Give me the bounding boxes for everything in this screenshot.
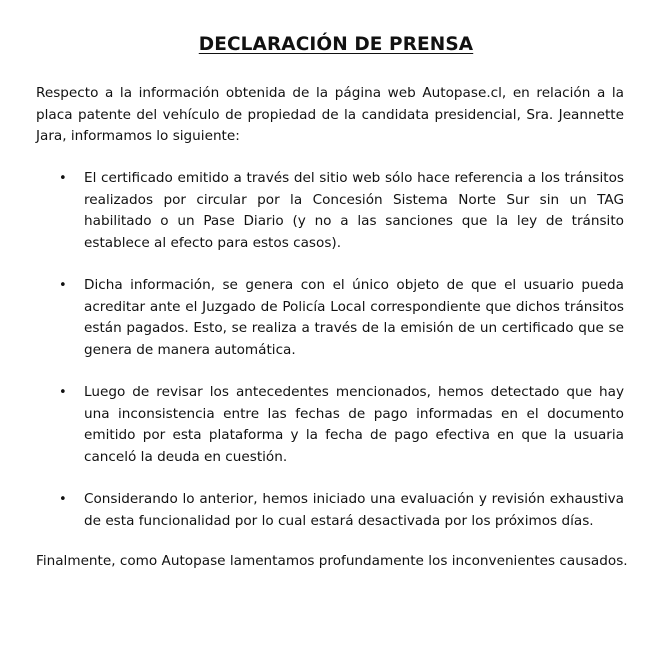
bullet-item — [59, 382, 624, 468]
bullet-text: Luego de revisar los antecedentes mencionados, hemos detectado que hay una inconsistencia entre las fechas de pago informadas en el documento emitido por esta plataforma y la fecha de pago efectiva en que la usuaria canceló la deuda en cuestión. — [84, 384, 624, 465]
closing-paragraph: Finalmente, como Autopase lamentamos profundamente los inconvenientes causados. — [36, 553, 628, 569]
bullet-point-icon: • — [59, 492, 67, 507]
bullet-point-icon: • — [59, 385, 67, 400]
bullet-item — [59, 275, 624, 361]
bullet-item — [59, 168, 624, 254]
document-title: DECLARACIÓN DE PRENSA — [198, 34, 474, 55]
bullet-text: Considerando lo anterior, hemos iniciado una evaluación y revisión exhaustiva de esta funcionalidad por lo cual estará desactivada por los próximos días. — [84, 491, 624, 529]
bullet-text: El certificado emitido a través del sitio web sólo hace referencia a los tránsitos realizados por circular por la Concesión Sistema Norte Sur sin un TAG habilitado o un Pase Diario (y no a las sanciones que la ley de tránsito establece al efecto para estos casos). — [84, 170, 624, 251]
bullet-point-icon: • — [59, 171, 67, 186]
bullet-text: Dicha información, se genera con el único objeto de que el usuario pueda acreditar ante el Juzgado de Policía Local correspondiente que dichos tránsitos están pagados. Esto, se realiza a través de la emisión de un certificado que se genera de manera automática. — [84, 277, 624, 358]
bullet-list — [0, 168, 672, 553]
intro-paragraph: Respecto a la información obtenida de la página web Autopase.cl, en relación a la placa patente del vehículo de propiedad de la candidata presidencial, Sra. Jeannette Jara, informamos lo siguiente: — [36, 85, 624, 144]
bullet-item — [59, 489, 624, 532]
bullet-point-icon: • — [59, 278, 67, 293]
